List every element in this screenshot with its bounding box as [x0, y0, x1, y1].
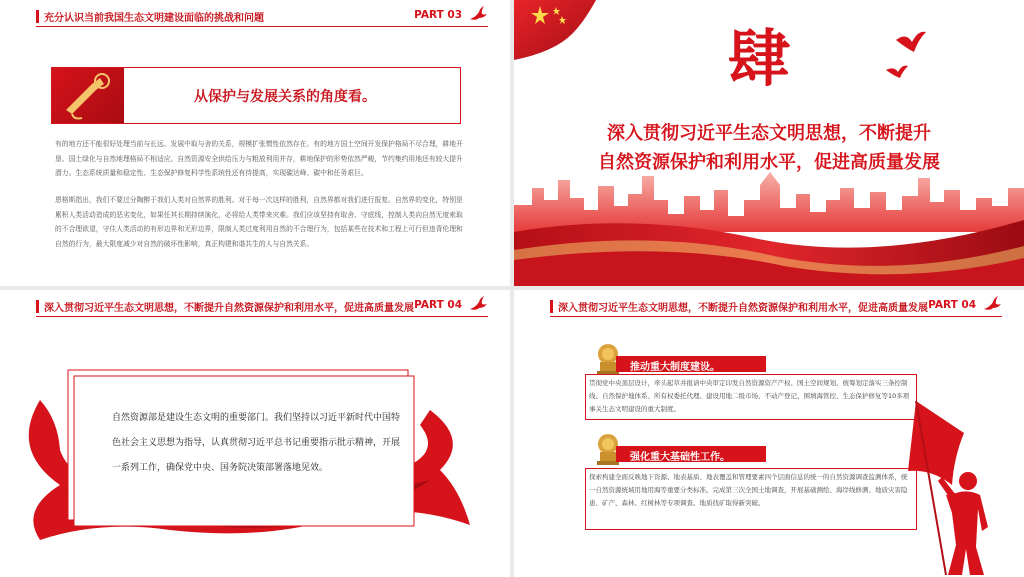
subtitle-box	[51, 67, 461, 124]
header-bar	[550, 300, 553, 313]
item1-title: 推动重大制度建设。	[630, 362, 720, 373]
dove-icon	[982, 295, 1002, 315]
slide-header	[0, 0, 510, 30]
slide-2[interactable]	[514, 0, 1024, 286]
item2-body: 探索构建全面反映地下资源、地表基质、地表覆盖和管理要素四个层面信息的统一的自然资源调查监测体系，统一自然资源统域用地用海等重要分类标准。完成第三次全国土地调查，开展基础测绘、海岸线修测、地质灾害隐患、矿产、森林、红树林等专项调查。地质找矿取得新突破。	[589, 473, 908, 507]
flag-bearer-figure	[902, 397, 1002, 577]
slide-3[interactable]	[0, 290, 510, 577]
header-title: 充分认识当前我国生态文明建设面临的挑战和问题	[44, 13, 264, 24]
subtitle-text: 从保护与发展关系的角度看。	[194, 89, 376, 105]
slide2-title-line1: 深入贯彻习近平生态文明思想，不断提升	[607, 123, 931, 144]
header-bar	[36, 10, 39, 23]
header-line	[550, 316, 1002, 317]
trumpet-image	[52, 68, 124, 123]
slide2-title-line2: 自然资源保护和利用水平，促进高质量发展	[598, 152, 940, 173]
header-title: 深入贯彻习近平生态文明思想，不断提升自然资源保护和利用水平，促进高质量发展	[558, 303, 928, 314]
item1-body: 贯彻党中央顶层设计，牵头起草并报请中央审定印发自然资源资产产权、国土空间规划、统筹划定落实三条控制线、自然保护地体系、所有权委托代理、建设用地二级市场、不动产登记、围填海管控、生态保护修复等10多项事关生态文明建设的重大制度。	[589, 379, 910, 413]
header-line	[36, 26, 488, 27]
slide-header	[514, 290, 1024, 320]
item2-title: 强化重大基础性工作。	[630, 452, 730, 463]
slide-1[interactable]	[0, 0, 510, 286]
paragraph-1: 有的地方还不能很好处理当前与长远、发展中取与舍的关系，规模扩张惯性依然存在。有的地方国土空间开发保护格局不尽合理，耕地开垦、国土绿化与自然地理格局不相适应。自然资源安全供给压力与粗放利用并存，耕地保护的形势依然严峻，节约集约用地还有较大提升潜力。生态系统质量和稳定性、生态保护修复科学性系统性还有待提高，实现碳达峰、碳中和任务艰巨。	[55, 140, 463, 178]
slide-4[interactable]	[514, 290, 1024, 577]
section-number: 肆	[728, 22, 791, 95]
paragraph-2: 恩格斯指出，我们不要过分陶醉于我们人类对自然界的胜利。对于每一次这样的胜利，自然界都对我们进行报复。自然界的变化，特别是累积人类活动造成的恶劣变化，如果任其长期持续演化，必将给人类带来灾难。我们应该坚持有取舍、守底线，控制人类向自然无度索取的不合理欲望，守住人类活动的有形边界和无形边界，限制人类过度利用自然的不合理行为，包括某些在技术和工程上可行但违背伦理和自然的行为，最大限度减少对自然的破坏性影响，真正构建和谐共生的人与自然关系。	[55, 196, 463, 248]
part-label: PART 04	[928, 299, 976, 311]
part-label: PART 04	[414, 299, 462, 311]
header-title: 深入贯彻习近平生态文明思想，不断提升自然资源保护和利用水平，促进高质量发展	[44, 303, 414, 314]
slide3-body: 自然资源部是建设生态文明的重要部门。我们坚持以习近平新时代中国特色社会主义思想为指导，认真贯彻习近平总书记重要指示批示精神，开展一系列工作，确保党中央、国务院决策部署落地见效。	[112, 413, 401, 473]
part-label: PART 03	[414, 9, 462, 21]
dove-icon	[468, 5, 488, 25]
